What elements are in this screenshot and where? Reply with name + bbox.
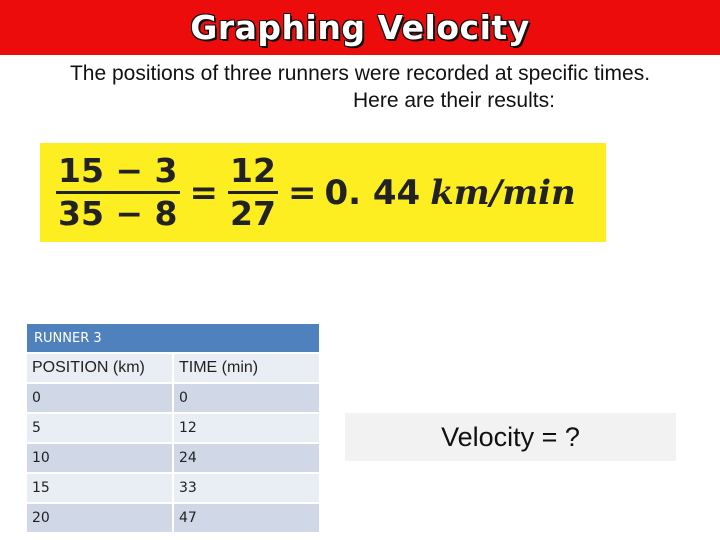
position-cell: 20 [27,504,172,532]
table-row [27,504,319,532]
table-row [27,444,319,472]
intro-line-1: The positions of three runners were recorded at specific times. [69,62,651,85]
position-cell: 5 [27,414,172,442]
intro-line-2: Here are their results: [353,89,555,113]
time-cell: 0 [174,384,319,412]
result-unit: km/min [430,172,576,213]
velocity-question: Velocity = ? [441,421,580,452]
table-header-row [27,354,319,382]
table-title: RUNNER 3 [27,324,319,352]
fraction-differences [56,151,180,234]
velocity-formula [54,143,576,242]
fraction-2-numerator: 12 [230,151,276,190]
title-bar [0,0,720,55]
time-cell: 24 [174,444,319,472]
formula-highlight-box [40,143,606,242]
time-cell: 33 [174,474,319,502]
position-cell: 15 [27,474,172,502]
table-row [27,414,319,442]
table-row [27,384,319,412]
result-value: 0. 44 [324,172,421,213]
intro-text [0,60,720,115]
equals-sign: = [189,172,219,213]
time-cell: 12 [174,414,319,442]
column-header-position: POSITION (km) [27,354,172,382]
fraction-1-denominator: 35 − 8 [58,194,178,233]
column-header-time: TIME (min) [174,354,319,382]
position-cell: 10 [27,444,172,472]
time-cell: 47 [174,504,319,532]
equals-sign: = [287,172,317,213]
position-cell: 0 [27,384,172,412]
velocity-question-box [345,413,676,461]
page-title: Graphing Velocity [190,8,530,47]
fraction-1-numerator: 15 − 3 [58,151,178,190]
fraction-simplified [228,151,278,234]
runner-data-table [27,324,319,532]
table-row [27,474,319,502]
fraction-2-denominator: 27 [230,194,276,233]
